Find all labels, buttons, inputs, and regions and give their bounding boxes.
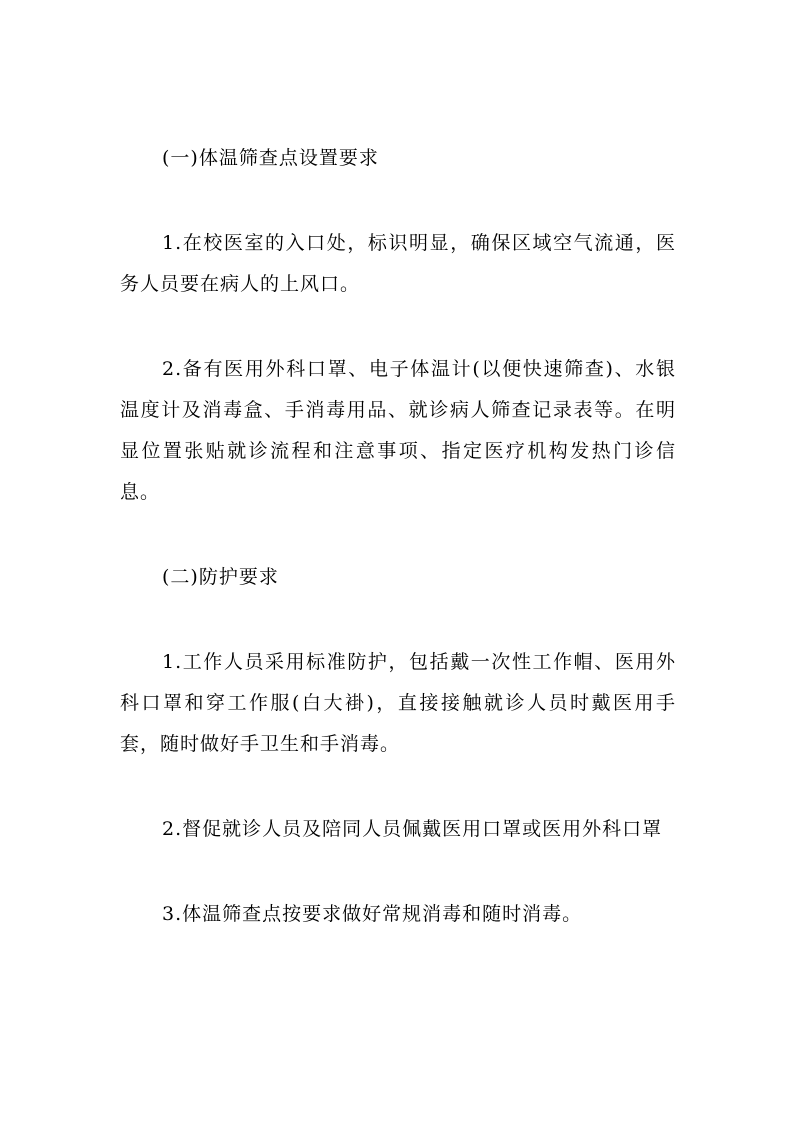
section-heading-temperature-screening: (一)体温筛查点设置要求 xyxy=(162,147,379,169)
section-heading-protection: (二)防护要求 xyxy=(162,566,279,588)
paragraph-1-2: 2.备有医用外科口罩、电子体温计(以便快速筛查)、水银温度计及消毒盒、手消毒用品、就诊病人筛查记录表等。在明显位置张贴就诊流程和注意事项、指定医疗机构发热门诊信息。 xyxy=(120,358,676,503)
paragraph-1-1: 1.在校医室的入口处，标识明显，确保区域空气流通，医务人员要在病人的上风口。 xyxy=(120,232,676,295)
paragraph-2-3: 3.体温筛查点按要求做好常规消毒和随时消毒。 xyxy=(162,903,583,925)
paragraph-2-1: 1.工作人员采用标准防护，包括戴一次性工作帽、医用外科口罩和穿工作服(白大褂)，直接接触就诊人员时戴医用手套，随时做好手卫生和手消毒。 xyxy=(120,651,676,755)
document-body xyxy=(120,138,676,979)
paragraph-2-2: 2.督促就诊人员及陪同人员佩戴医用口罩或医用外科口罩 xyxy=(162,818,663,840)
